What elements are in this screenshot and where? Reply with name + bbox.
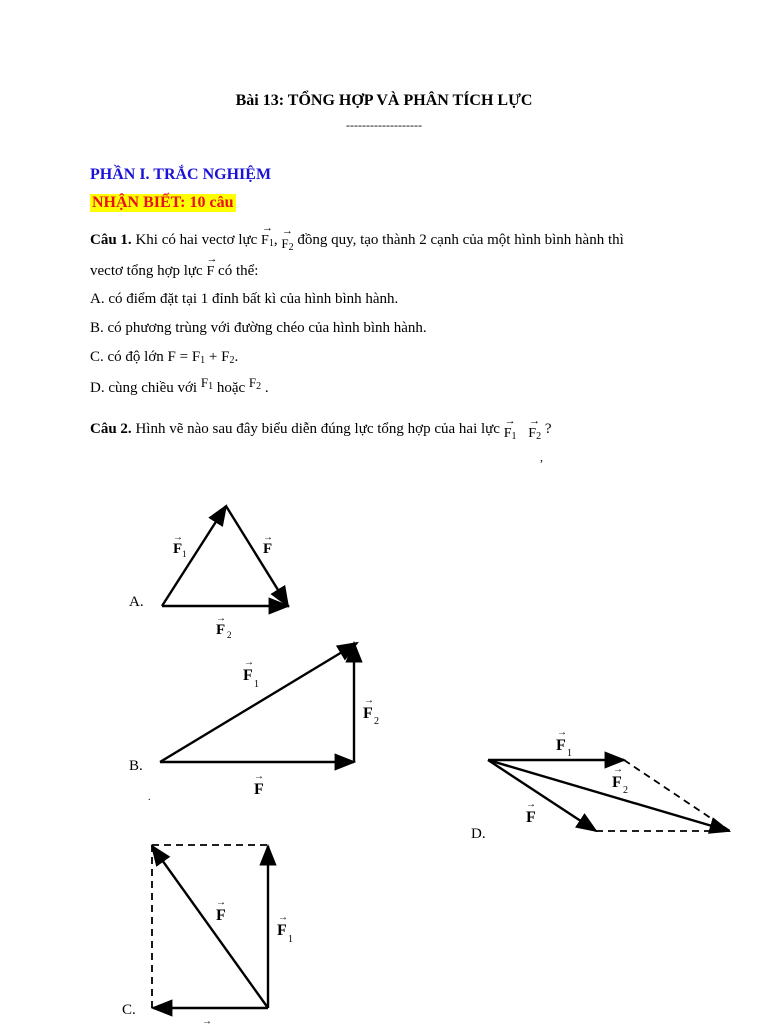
q1-option-b: B. có phương trùng với đường chéo của hình bình hành. xyxy=(90,320,427,336)
vector-f1: → $F_1$ xyxy=(261,231,274,249)
q2-label: Câu 2. xyxy=(90,421,132,437)
level-heading: NHẬN BIẾT: 10 câu xyxy=(92,194,234,211)
vec-mark: → xyxy=(173,532,183,543)
q2-line: Câu 2. Hình vẽ nào sau đây biểu diễn đúng lực tổng hợp của hai lực → $F_1 \to F_2$ ? xyxy=(90,420,551,438)
option-d-label: D. xyxy=(471,826,486,842)
symbol-f2: $F_2$ xyxy=(248,375,262,392)
vector-f1: → $F_1$ xyxy=(504,424,517,442)
q1-label: Câu 1. xyxy=(90,232,132,248)
q1-option-d: D. cùng chiều với $F_1$ hoặc $F_2$ . xyxy=(90,375,269,396)
arrow-f2 xyxy=(488,760,729,831)
vec-mark: → xyxy=(364,695,374,706)
arrow-f1 xyxy=(162,506,226,606)
title-underline: ------------------- xyxy=(346,118,422,132)
vector-f2: → $F_2$ xyxy=(281,234,293,253)
label-f1: F xyxy=(556,737,566,754)
label-f: F xyxy=(254,781,264,798)
label-f1-sub: 1 xyxy=(254,679,259,690)
symbol-f1: $F_1$ xyxy=(200,375,214,392)
option-c-label: C. xyxy=(122,1002,136,1018)
label-f2: F xyxy=(363,705,373,722)
option-a-label: A. xyxy=(129,594,144,610)
label-f: F xyxy=(526,809,536,826)
label-f2-sub: 2 xyxy=(623,785,628,796)
figure-c xyxy=(122,845,293,1024)
label-f2-sub: 2 xyxy=(227,630,232,640)
label-f: F xyxy=(263,541,273,557)
label-f1-sub: 1 xyxy=(567,748,572,759)
page-title: Bài 13: TỔNG HỢP VÀ PHÂN TÍCH LỰC xyxy=(235,92,533,109)
label-f1-sub: 1 xyxy=(288,934,293,945)
vec-mark: → xyxy=(216,897,226,908)
label-f2: F xyxy=(216,622,226,638)
label-f1: F xyxy=(243,667,253,684)
vec-mark: → xyxy=(278,912,288,923)
arrow-f1 xyxy=(160,643,357,762)
vec-mark: → xyxy=(613,764,623,775)
q1-text-d: có thể: xyxy=(218,263,259,279)
label-f: F xyxy=(216,907,226,924)
arrow-f xyxy=(226,506,288,606)
q2-text: Hình vẽ nào sau đây biểu diễn đúng lực tổng hợp của hai lực xyxy=(135,421,500,437)
vec-mark: → xyxy=(526,799,536,810)
figure-d xyxy=(471,727,730,842)
section-heading: PHẦN I. TRẮC NGHIỆM xyxy=(90,166,272,183)
q1-option-c: C. có độ lớn $F = F_1 + F_2$. xyxy=(90,349,239,366)
figure-b xyxy=(129,643,379,803)
label-f2-sub: 2 xyxy=(374,716,379,727)
q1-text-b: đồng quy, tạo thành 2 cạnh của một hình bình hành thì xyxy=(297,232,624,248)
label-f2: F xyxy=(612,774,622,791)
vec-mark: → xyxy=(263,532,273,543)
q1-option-a: A. có điểm đặt tại 1 đỉnh bất kì của hình bình hành. xyxy=(90,291,399,307)
vec-mark: → xyxy=(216,613,226,624)
vector-f: → F xyxy=(206,262,214,280)
arrow-f xyxy=(152,846,268,1008)
vec-mark: → xyxy=(557,727,567,738)
q1-text-a: Khi có hai vectơ lực xyxy=(135,232,258,248)
q1-line-1: Câu 1. Khi có hai vectơ lực → $F_1$, → $F_2$ đồng quy, tạo thành 2 cạnh của một hình bình hành thì xyxy=(90,230,624,249)
vec-mark: → xyxy=(202,1016,212,1024)
label-f1: F xyxy=(173,541,183,557)
svg-text:.: . xyxy=(148,792,151,803)
vector-f2: → $F_2$ xyxy=(528,424,541,442)
q1-text-c: vectơ tổng hợp lực xyxy=(90,263,203,279)
label-f1-sub: 1 xyxy=(182,549,187,559)
arrow-f xyxy=(488,760,596,831)
label-f1: F xyxy=(277,922,287,939)
option-b-label: B. xyxy=(129,758,143,774)
stray-comma: , xyxy=(540,450,543,464)
vec-mark: → xyxy=(244,657,254,668)
vec-mark: → xyxy=(254,771,264,782)
figure-a xyxy=(129,506,288,640)
